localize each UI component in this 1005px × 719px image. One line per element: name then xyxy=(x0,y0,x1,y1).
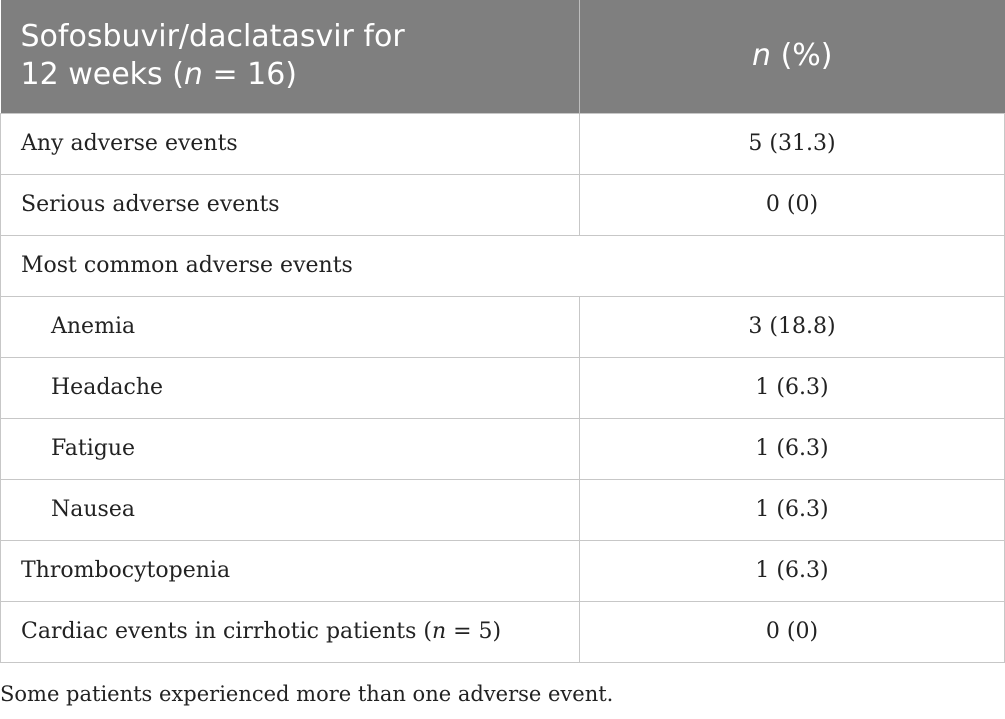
row-value: 1 (6.3) xyxy=(580,357,1005,418)
row-value: 1 (6.3) xyxy=(580,540,1005,601)
row-value: 3 (18.8) xyxy=(580,296,1005,357)
row-label-post: = 5) xyxy=(446,619,502,644)
table-row xyxy=(1,113,1005,174)
row-label: Headache xyxy=(1,357,580,418)
row-label-pre: Cardiac events in cirrhotic patients ( xyxy=(21,619,432,644)
row-label: Nausea xyxy=(1,479,580,540)
table-row xyxy=(1,418,1005,479)
table-row xyxy=(1,540,1005,601)
section-label: Most common adverse events xyxy=(1,235,1005,296)
table-header-row xyxy=(1,0,1005,113)
header-treatment-n: n xyxy=(183,57,203,93)
row-value: 0 (0) xyxy=(580,601,1005,662)
row-label: Thrombocytopenia xyxy=(1,540,580,601)
table-section-row xyxy=(1,235,1005,296)
row-label-n: n xyxy=(431,619,447,644)
row-label: Fatigue xyxy=(1,418,580,479)
row-label: Serious adverse events xyxy=(1,174,580,235)
table-row xyxy=(1,601,1005,662)
row-label: Any adverse events xyxy=(1,113,580,174)
table-footnote: Some patients experienced more than one adverse event. xyxy=(0,682,614,706)
header-treatment-line2-pre: 12 weeks ( xyxy=(20,57,184,93)
row-label: Anemia xyxy=(1,296,580,357)
row-value: 1 (6.3) xyxy=(580,418,1005,479)
header-percent: (%) xyxy=(771,38,833,74)
table-row xyxy=(1,296,1005,357)
header-n: n xyxy=(752,38,772,74)
row-value: 1 (6.3) xyxy=(580,479,1005,540)
table-row xyxy=(1,357,1005,418)
table-row xyxy=(1,174,1005,235)
row-value: 5 (31.3) xyxy=(580,113,1005,174)
header-treatment-line1: Sofosbuvir/daclatasvir for xyxy=(20,19,405,55)
header-treatment-line2-post: = 16) xyxy=(202,57,298,93)
row-value: 0 (0) xyxy=(580,174,1005,235)
header-treatment xyxy=(1,0,580,113)
row-label xyxy=(1,601,580,662)
table-row xyxy=(1,479,1005,540)
header-n-percent xyxy=(580,0,1005,113)
